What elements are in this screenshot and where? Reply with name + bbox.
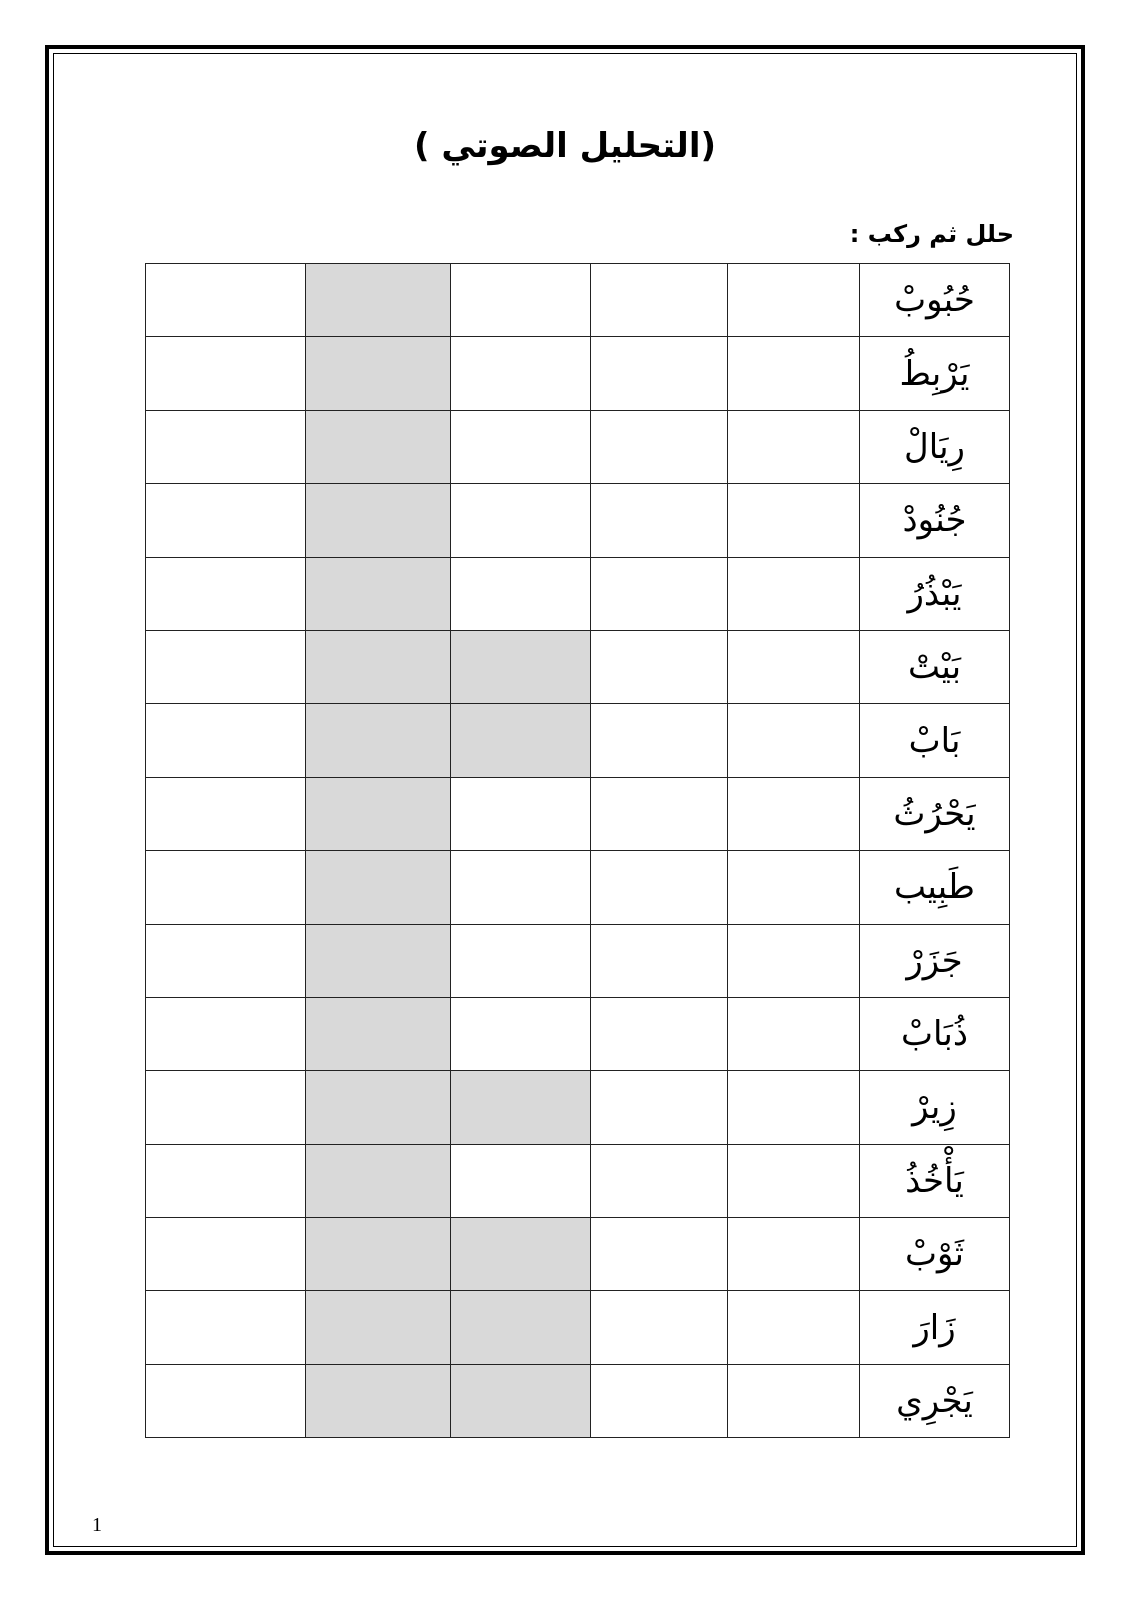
answer-cell[interactable]	[728, 1144, 860, 1217]
answer-cell[interactable]	[591, 704, 728, 777]
table-row	[146, 997, 1010, 1070]
word-cell: حُبُوبْ	[860, 264, 1010, 337]
answer-cell[interactable]	[728, 337, 860, 410]
answer-cell[interactable]	[146, 1144, 306, 1217]
answer-cell[interactable]	[451, 557, 591, 630]
answer-cell[interactable]	[306, 1364, 451, 1437]
answer-cell[interactable]	[728, 704, 860, 777]
answer-cell[interactable]	[146, 704, 306, 777]
table-row	[146, 1364, 1010, 1437]
answer-cell[interactable]	[591, 337, 728, 410]
table-row	[146, 1071, 1010, 1144]
answer-cell[interactable]	[728, 997, 860, 1070]
answer-cell[interactable]	[451, 851, 591, 924]
answer-cell[interactable]	[451, 1364, 591, 1437]
table-row	[146, 630, 1010, 703]
answer-cell[interactable]	[591, 1364, 728, 1437]
table-row	[146, 337, 1010, 410]
answer-cell[interactable]	[146, 997, 306, 1070]
answer-cell[interactable]	[728, 924, 860, 997]
instruction-text: حلل ثم ركب :	[849, 220, 1014, 248]
word-cell: ثَوْبْ	[860, 1218, 1010, 1291]
answer-cell[interactable]	[728, 557, 860, 630]
analysis-table	[145, 263, 1010, 1438]
word-cell: يَأْخُذُ	[860, 1144, 1010, 1217]
answer-cell[interactable]	[306, 264, 451, 337]
answer-cell[interactable]	[451, 484, 591, 557]
answer-cell[interactable]	[728, 1364, 860, 1437]
answer-cell[interactable]	[306, 1144, 451, 1217]
answer-cell[interactable]	[146, 264, 306, 337]
answer-cell[interactable]	[591, 1218, 728, 1291]
answer-cell[interactable]	[451, 1071, 591, 1144]
answer-cell[interactable]	[146, 630, 306, 703]
answer-cell[interactable]	[451, 777, 591, 850]
table-row	[146, 777, 1010, 850]
table-row	[146, 484, 1010, 557]
word-cell: جُنُودْ	[860, 484, 1010, 557]
answer-cell[interactable]	[146, 1218, 306, 1291]
answer-cell[interactable]	[728, 630, 860, 703]
answer-cell[interactable]	[146, 1291, 306, 1364]
answer-cell[interactable]	[306, 484, 451, 557]
answer-cell[interactable]	[146, 777, 306, 850]
answer-cell[interactable]	[591, 557, 728, 630]
table-row	[146, 1291, 1010, 1364]
answer-cell[interactable]	[146, 410, 306, 483]
answer-cell[interactable]	[146, 924, 306, 997]
answer-cell[interactable]	[728, 410, 860, 483]
word-cell: بَيْتْ	[860, 630, 1010, 703]
answer-cell[interactable]	[306, 1218, 451, 1291]
answer-cell[interactable]	[146, 337, 306, 410]
answer-cell[interactable]	[451, 1144, 591, 1217]
word-cell: جَزَرْ	[860, 924, 1010, 997]
answer-cell[interactable]	[591, 410, 728, 483]
answer-cell[interactable]	[306, 337, 451, 410]
answer-cell[interactable]	[306, 410, 451, 483]
answer-cell[interactable]	[306, 851, 451, 924]
table-row	[146, 557, 1010, 630]
answer-cell[interactable]	[306, 777, 451, 850]
answer-cell[interactable]	[591, 630, 728, 703]
table-row	[146, 264, 1010, 337]
page-title: (التحليل الصوتي )	[413, 126, 717, 166]
answer-cell[interactable]	[146, 1364, 306, 1437]
answer-cell[interactable]	[146, 484, 306, 557]
answer-cell[interactable]	[451, 997, 591, 1070]
answer-cell[interactable]	[728, 1071, 860, 1144]
answer-cell[interactable]	[591, 1144, 728, 1217]
answer-cell[interactable]	[591, 484, 728, 557]
answer-cell[interactable]	[451, 410, 591, 483]
answer-cell[interactable]	[728, 851, 860, 924]
word-cell: يَحْرُثُ	[860, 777, 1010, 850]
answer-cell[interactable]	[591, 924, 728, 997]
answer-cell[interactable]	[306, 704, 451, 777]
table-row	[146, 410, 1010, 483]
answer-cell[interactable]	[146, 1071, 306, 1144]
table-row	[146, 924, 1010, 997]
table-row	[146, 851, 1010, 924]
word-cell: ذُبَابْ	[860, 997, 1010, 1070]
word-cell: يَرْبِطُ	[860, 337, 1010, 410]
answer-cell[interactable]	[591, 997, 728, 1070]
answer-cell[interactable]	[451, 704, 591, 777]
answer-cell[interactable]	[728, 777, 860, 850]
answer-cell[interactable]	[591, 1291, 728, 1364]
word-cell: يَجْرِي	[860, 1364, 1010, 1437]
answer-cell[interactable]	[451, 630, 591, 703]
answer-cell[interactable]	[728, 1291, 860, 1364]
answer-cell[interactable]	[306, 924, 451, 997]
word-cell: زِيرْ	[860, 1071, 1010, 1144]
answer-cell[interactable]	[451, 1218, 591, 1291]
answer-cell[interactable]	[306, 630, 451, 703]
word-cell: رِيَالْ	[860, 410, 1010, 483]
answer-cell[interactable]	[591, 264, 728, 337]
word-cell: زَارَ	[860, 1291, 1010, 1364]
answer-cell[interactable]	[451, 264, 591, 337]
answer-cell[interactable]	[591, 777, 728, 850]
answer-cell[interactable]	[591, 851, 728, 924]
answer-cell[interactable]	[451, 337, 591, 410]
page-number: 1	[92, 1514, 102, 1536]
answer-cell[interactable]	[306, 1291, 451, 1364]
word-cell: بَابْ	[860, 704, 1010, 777]
table-row	[146, 704, 1010, 777]
answer-cell[interactable]	[146, 851, 306, 924]
answer-cell[interactable]	[451, 924, 591, 997]
word-cell: طَبِيب	[860, 851, 1010, 924]
answer-cell[interactable]	[591, 1071, 728, 1144]
answer-cell[interactable]	[306, 557, 451, 630]
word-cell: يَبْذُرُ	[860, 557, 1010, 630]
answer-cell[interactable]	[306, 997, 451, 1070]
answer-cell[interactable]	[728, 1218, 860, 1291]
answer-cell[interactable]	[728, 264, 860, 337]
answer-cell[interactable]	[728, 484, 860, 557]
answer-cell[interactable]	[451, 1291, 591, 1364]
table-row	[146, 1218, 1010, 1291]
table-row	[146, 1144, 1010, 1217]
answer-cell[interactable]	[306, 1071, 451, 1144]
answer-cell[interactable]	[146, 557, 306, 630]
